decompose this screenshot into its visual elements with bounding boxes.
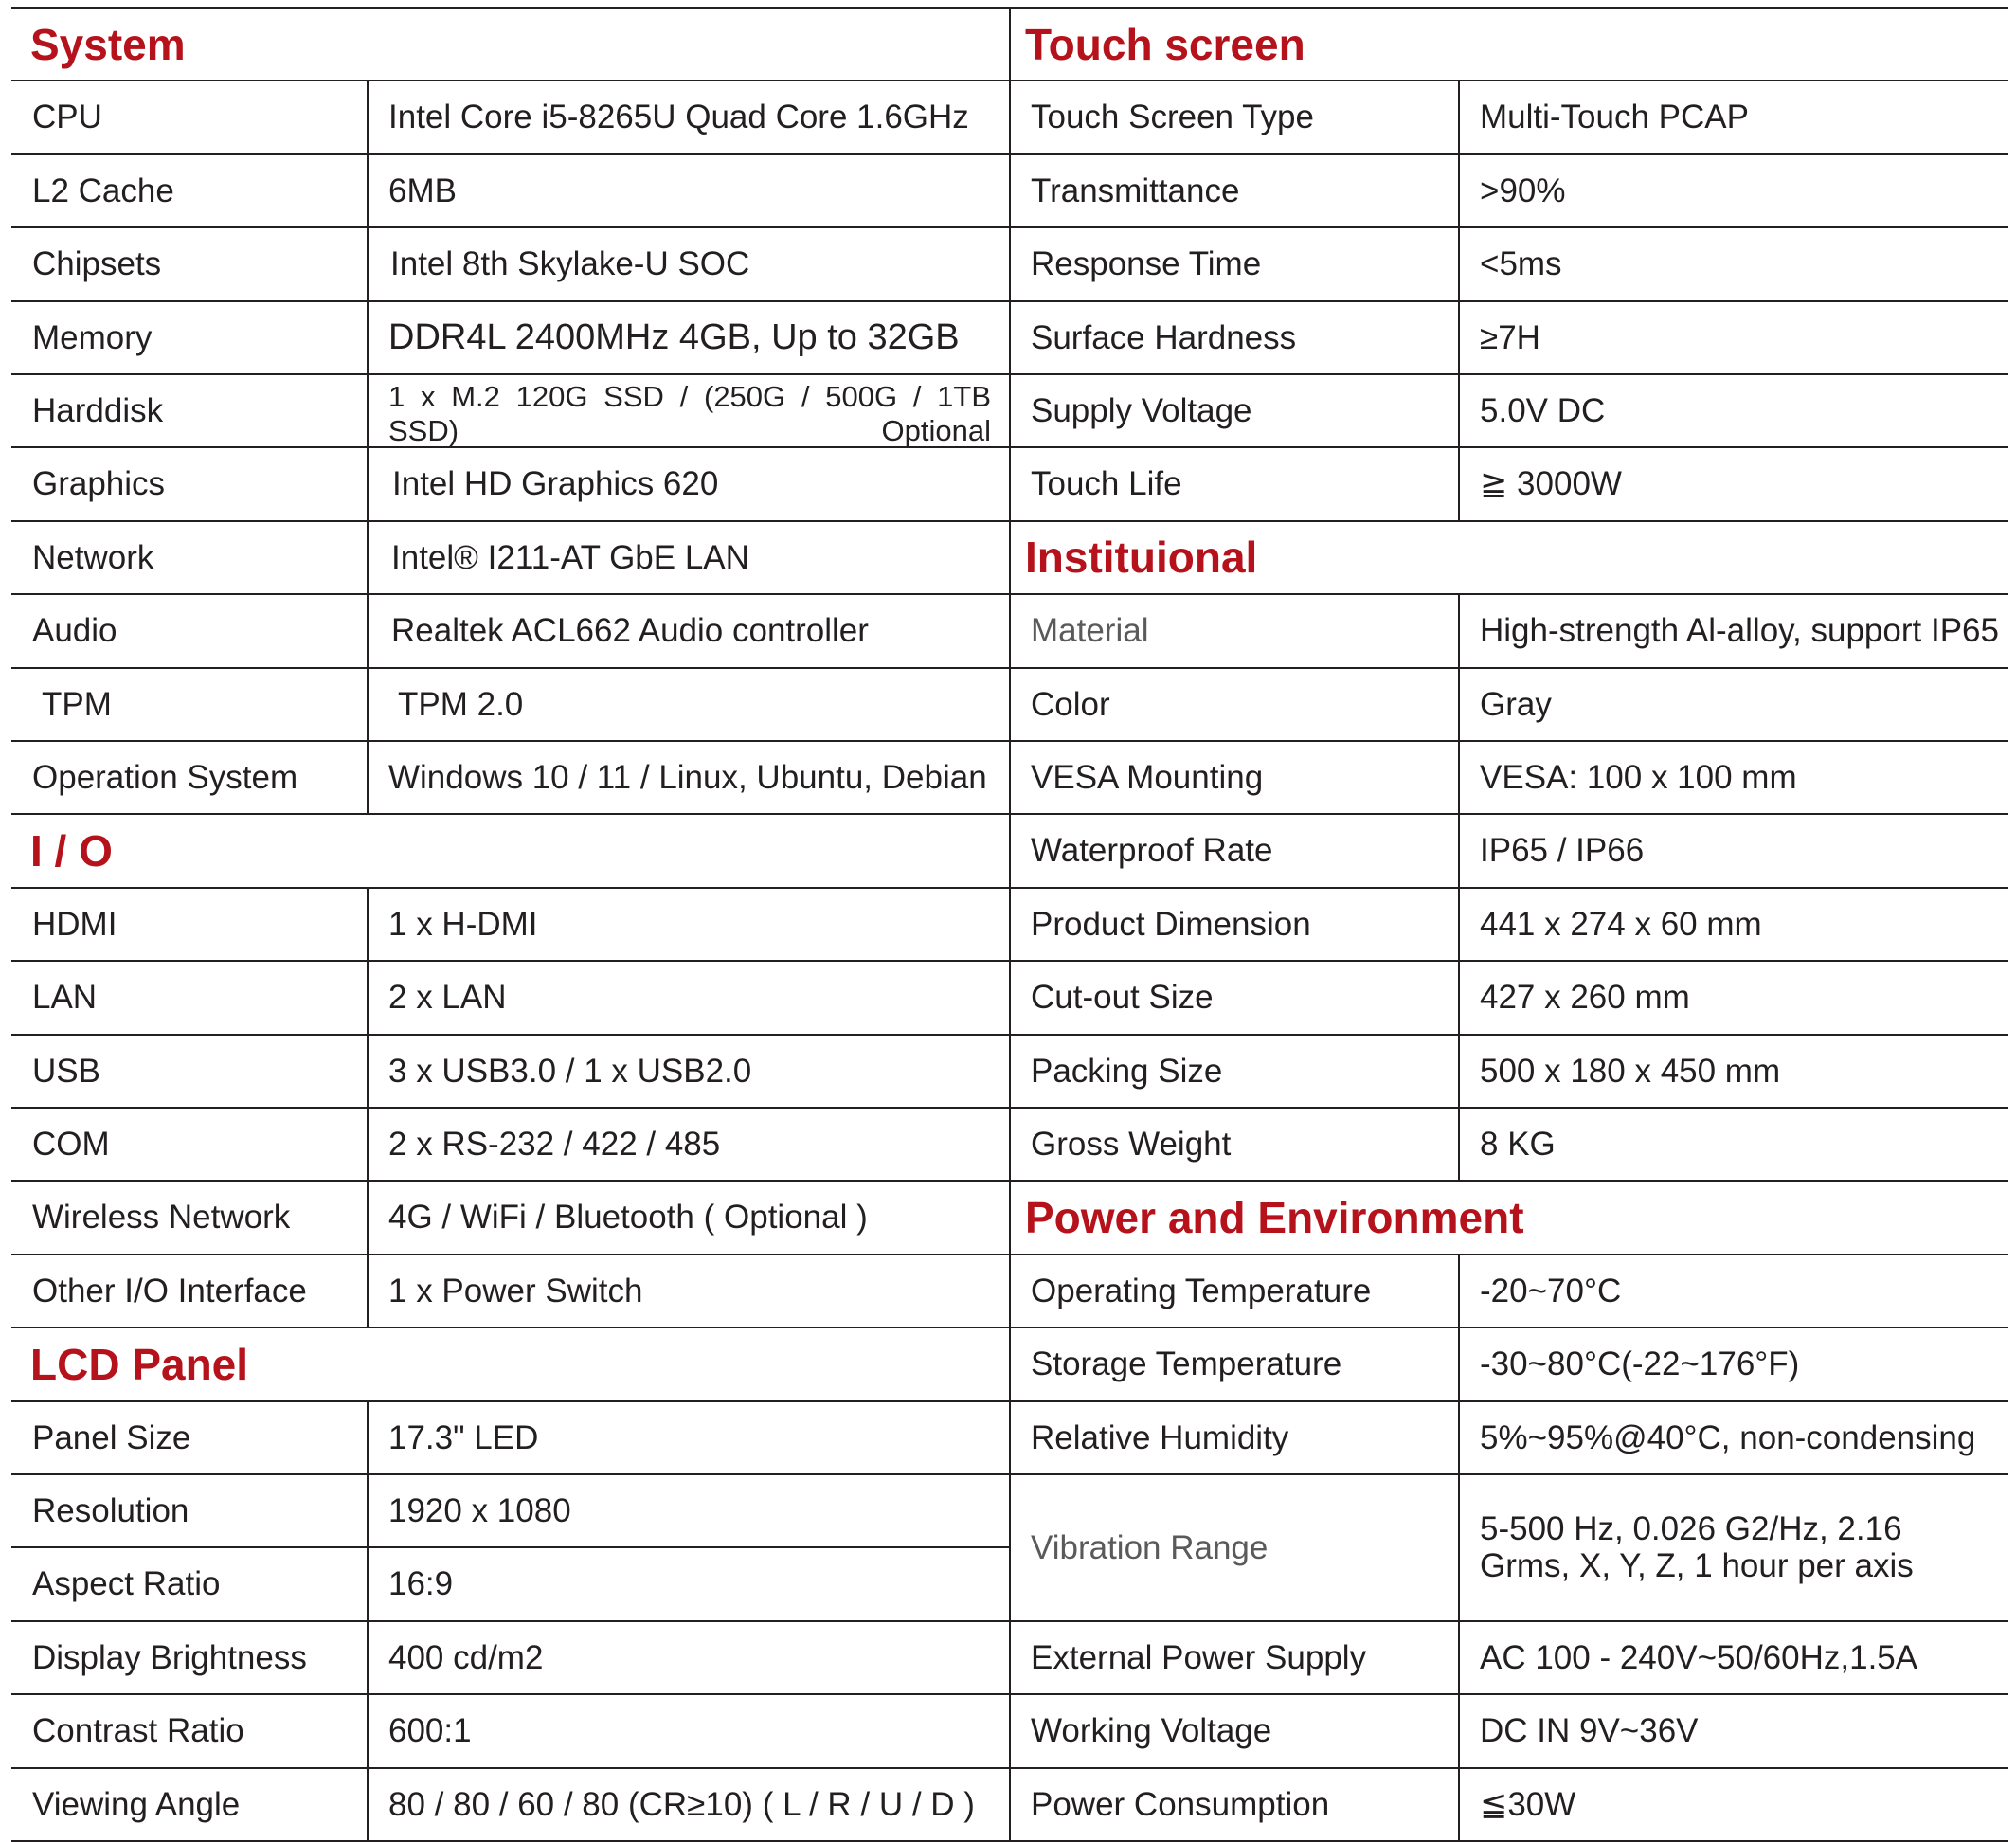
right-spec-value-vesa-mounting: VESA: 100 x 100 mm [1480, 759, 1797, 797]
right-spec-label-cut-out-size: Cut-out Size [1031, 979, 1214, 1017]
left-inner-divider [367, 374, 369, 447]
right-spec-label-power-consumption: Power Consumption [1031, 1785, 1330, 1823]
right-spec-value-external-power-supply: AC 100 - 240V~50/60Hz,1.5A [1480, 1638, 1918, 1676]
left-inner-divider [367, 741, 369, 814]
left-inner-divider [367, 594, 369, 667]
right-spec-label-storage-temperature: Storage Temperature [1031, 1345, 1342, 1383]
left-spec-value-tpm: TPM 2.0 [398, 685, 524, 723]
left-inner-divider [367, 1035, 369, 1108]
left-inner-divider [367, 1108, 369, 1181]
right-spec-label-operating-temperature: Operating Temperature [1031, 1272, 1372, 1309]
right-spec-value-cut-out-size: 427 x 260 mm [1480, 979, 1690, 1017]
right-spec-value-storage-temperature: -30~80°C(-22~176°F) [1480, 1345, 1800, 1383]
right-spec-value-relative-humidity: 5%~95%@40°C, non-condensing [1480, 1418, 1976, 1456]
left-inner-divider [367, 81, 369, 154]
left-spec-value-lan: 2 x LAN [388, 979, 507, 1017]
left-spec-value-l2-cache: 6MB [388, 172, 457, 209]
left-spec-label-panel-size: Panel Size [32, 1418, 191, 1456]
right-inner-divider [1458, 301, 1460, 374]
left-spec-label-display-brightness: Display Brightness [32, 1638, 307, 1676]
right-spec-value-waterproof-rate: IP65 / IP66 [1480, 832, 1645, 870]
right-spec-value-gross-weight: 8 KG [1480, 1126, 1556, 1164]
left-inner-divider [367, 1768, 369, 1841]
right-spec-value-touch-screen-type: Multi-Touch PCAP [1480, 99, 1749, 136]
right-spec-value-surface-hardness: ≥7H [1480, 318, 1540, 356]
right-spec-label-working-voltage: Working Voltage [1031, 1712, 1272, 1750]
left-section-title-lcd-panel: LCD Panel [30, 1339, 249, 1389]
right-spec-label-relative-humidity: Relative Humidity [1031, 1418, 1289, 1456]
left-spec-value-panel-size: 17.3" LED [388, 1418, 539, 1456]
right-section-title-instituional: Instituional [1025, 533, 1258, 583]
right-spec-value-transmittance: >90% [1480, 172, 1566, 209]
left-spec-value-viewing-angle: 80 / 80 / 60 / 80 (CR≥10) ( L / R / U / D ) [388, 1785, 975, 1823]
center-divider [1009, 8, 1011, 1841]
left-spec-label-l2-cache: L2 Cache [32, 172, 174, 209]
right-inner-divider [1458, 227, 1460, 300]
right-spec-label-gross-weight: Gross Weight [1031, 1126, 1232, 1164]
right-spec-value-operating-temperature: -20~70°C [1480, 1272, 1622, 1309]
right-spec-value-color: Gray [1480, 685, 1552, 723]
right-inner-divider [1458, 1621, 1460, 1694]
left-spec-label-usb: USB [32, 1052, 100, 1090]
right-inner-divider [1458, 1035, 1460, 1108]
right-inner-divider [1458, 374, 1460, 447]
left-inner-divider [367, 447, 369, 520]
right-inner-divider [1458, 1255, 1460, 1327]
left-spec-label-chipsets: Chipsets [32, 245, 162, 283]
right-inner-divider [1458, 594, 1460, 667]
left-spec-value-aspect-ratio: 16:9 [388, 1565, 454, 1603]
right-spec-label-supply-voltage: Supply Voltage [1031, 392, 1252, 430]
left-spec-label-hdmi: HDMI [32, 905, 117, 943]
right-inner-divider [1458, 154, 1460, 227]
right-spec-value-vibration-range: 5-500 Hz, 0.026 G2/Hz, 2.16 Grms, X, Y, Z, 1 hour per axis [1480, 1510, 1914, 1585]
left-spec-value-operation-system: Windows 10 / 11 / Linux, Ubuntu, Debian [388, 759, 987, 797]
left-spec-label-viewing-angle: Viewing Angle [32, 1785, 241, 1823]
left-spec-label-network: Network [32, 538, 154, 576]
left-inner-divider [367, 1401, 369, 1474]
right-spec-value-response-time: <5ms [1480, 245, 1562, 283]
right-spec-value-touch-life: ≧ 3000W [1480, 465, 1622, 503]
left-spec-label-other-i-o-interface: Other I/O Interface [32, 1272, 307, 1309]
right-inner-divider [1458, 668, 1460, 741]
left-inner-divider [367, 961, 369, 1034]
right-inner-divider [1458, 1108, 1460, 1181]
left-inner-divider [367, 1694, 369, 1767]
left-inner-divider [367, 888, 369, 961]
left-spec-value-memory: DDR4L 2400MHz 4GB, Up to 32GB [388, 317, 960, 358]
right-spec-value-material: High-strength Al-alloy, support IP65 [1480, 612, 1999, 650]
right-section-title-touch-screen: Touch screen [1025, 19, 1305, 69]
left-spec-label-aspect-ratio: Aspect Ratio [32, 1565, 221, 1603]
left-spec-value-hdmi: 1 x H-DMI [388, 905, 538, 943]
left-inner-divider [367, 1547, 369, 1620]
right-spec-label-vibration-range: Vibration Range [1031, 1528, 1269, 1566]
left-spec-label-audio: Audio [32, 612, 117, 650]
right-spec-label-transmittance: Transmittance [1031, 172, 1240, 209]
left-spec-value-display-brightness: 400 cd/m2 [388, 1638, 544, 1676]
left-spec-value-network: Intel® I211-AT GbE LAN [391, 538, 749, 576]
left-inner-divider [367, 521, 369, 594]
left-spec-value-cpu: Intel Core i5-8265U Quad Core 1.6GHz [388, 99, 969, 136]
right-inner-divider [1458, 1768, 1460, 1841]
right-inner-divider [1458, 1474, 1460, 1621]
left-spec-value-contrast-ratio: 600:1 [388, 1712, 472, 1750]
right-inner-divider [1458, 1327, 1460, 1400]
right-spec-label-packing-size: Packing Size [1031, 1052, 1223, 1090]
right-spec-value-packing-size: 500 x 180 x 450 mm [1480, 1052, 1781, 1090]
left-spec-label-memory: Memory [32, 318, 153, 356]
left-spec-label-com: COM [32, 1126, 110, 1164]
left-spec-label-graphics: Graphics [32, 465, 166, 503]
left-section-title-i-o: I / O [30, 826, 113, 876]
left-spec-value-other-i-o-interface: 1 x Power Switch [388, 1272, 643, 1309]
left-spec-label-operation-system: Operation System [32, 759, 298, 797]
right-spec-label-vesa-mounting: VESA Mounting [1031, 759, 1264, 797]
left-inner-divider [367, 668, 369, 741]
right-spec-label-touch-life: Touch Life [1031, 465, 1182, 503]
right-spec-label-product-dimension: Product Dimension [1031, 905, 1311, 943]
left-inner-divider [367, 1181, 369, 1254]
left-spec-value-usb: 3 x USB3.0 / 1 x USB2.0 [388, 1052, 752, 1090]
left-inner-divider [367, 154, 369, 227]
right-inner-divider [1458, 81, 1460, 154]
right-spec-value-power-consumption: ≦30W [1480, 1785, 1576, 1823]
right-inner-divider [1458, 961, 1460, 1034]
right-spec-label-waterproof-rate: Waterproof Rate [1031, 832, 1273, 870]
right-spec-value-working-voltage: DC IN 9V~36V [1480, 1712, 1699, 1750]
right-inner-divider [1458, 888, 1460, 961]
left-inner-divider [367, 1621, 369, 1694]
right-inner-divider [1458, 1401, 1460, 1474]
left-inner-divider [367, 301, 369, 374]
left-spec-value-chipsets: Intel 8th Skylake-U SOC [390, 245, 750, 283]
left-spec-label-wireless-network: Wireless Network [32, 1199, 291, 1237]
right-spec-value-product-dimension: 441 x 274 x 60 mm [1480, 905, 1762, 943]
left-inner-divider [367, 227, 369, 300]
left-inner-divider [367, 1474, 369, 1547]
left-section-title-system: System [30, 19, 186, 69]
right-spec-value-supply-voltage: 5.0V DC [1480, 392, 1606, 430]
right-section-title-power-and-environment: Power and Environment [1025, 1193, 1524, 1243]
right-spec-label-color: Color [1031, 685, 1110, 723]
right-inner-divider [1458, 1694, 1460, 1767]
right-inner-divider [1458, 447, 1460, 520]
left-spec-value-com: 2 x RS-232 / 422 / 485 [388, 1126, 721, 1164]
right-spec-label-external-power-supply: External Power Supply [1031, 1638, 1367, 1676]
left-spec-label-cpu: CPU [32, 99, 102, 136]
left-inner-divider [367, 1255, 369, 1327]
left-spec-value-harddisk: 1 x M.2 120G SSD / (250G / 500G / 1TB SSD) Optional [388, 380, 991, 447]
left-spec-label-tpm: TPM [42, 685, 112, 723]
right-spec-label-material: Material [1031, 612, 1149, 650]
right-inner-divider [1458, 741, 1460, 814]
right-spec-label-response-time: Response Time [1031, 245, 1262, 283]
left-spec-label-contrast-ratio: Contrast Ratio [32, 1712, 244, 1750]
left-spec-label-lan: LAN [32, 979, 98, 1017]
left-spec-value-graphics: Intel HD Graphics 620 [392, 465, 719, 503]
left-spec-value-wireless-network: 4G / WiFi / Bluetooth ( Optional ) [388, 1199, 868, 1237]
left-spec-label-resolution: Resolution [32, 1492, 189, 1530]
left-spec-value-resolution: 1920 x 1080 [388, 1492, 571, 1530]
right-inner-divider [1458, 814, 1460, 887]
right-spec-label-surface-hardness: Surface Hardness [1031, 318, 1297, 356]
left-spec-value-audio: Realtek ACL662 Audio controller [391, 612, 869, 650]
left-spec-label-harddisk: Harddisk [32, 392, 164, 430]
right-spec-label-touch-screen-type: Touch Screen Type [1031, 99, 1314, 136]
